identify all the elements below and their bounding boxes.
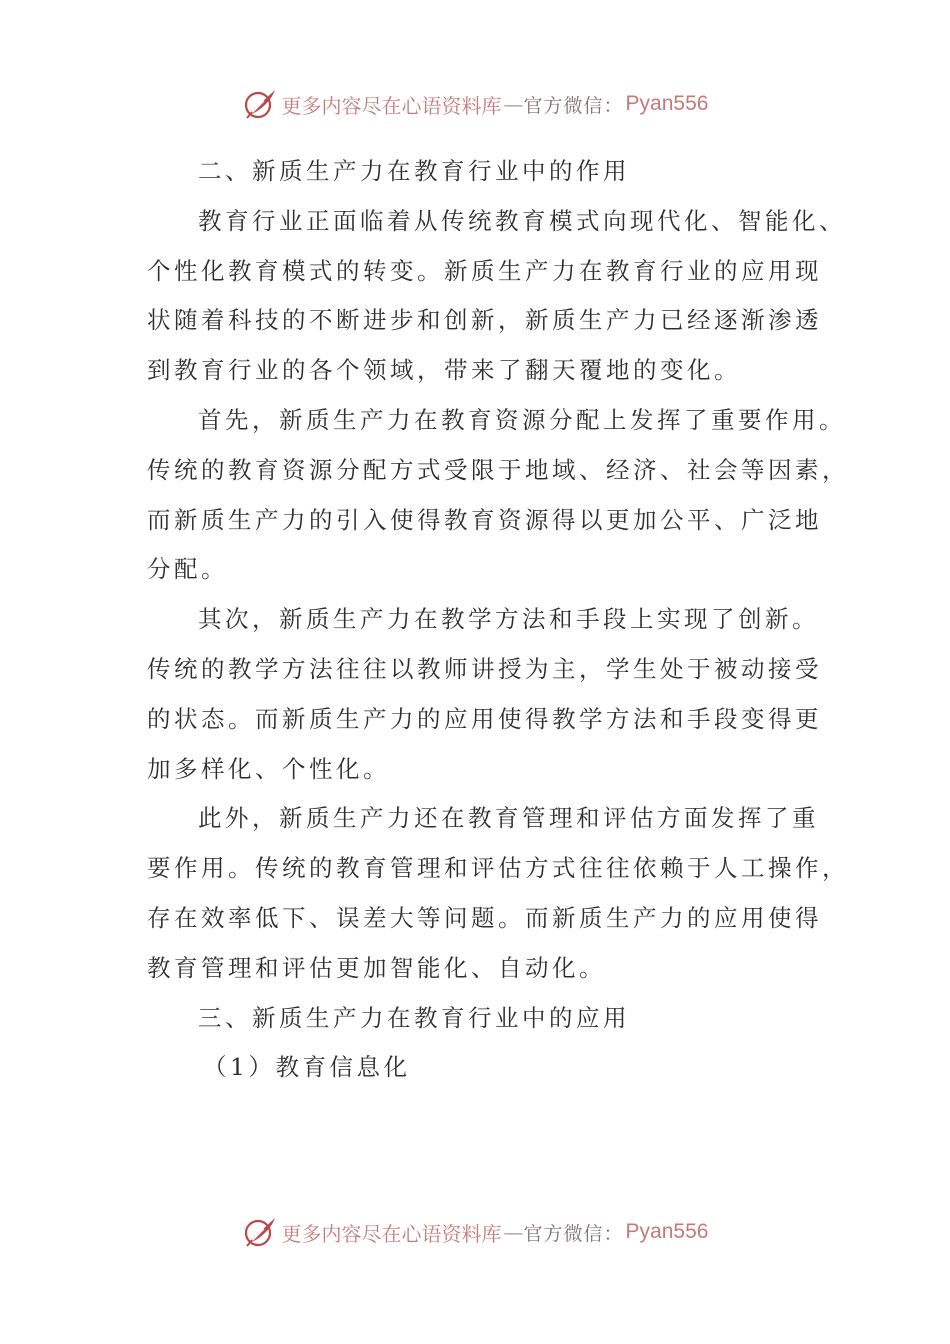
header-brand-text: 更多内容尽在心语资料库 [281, 93, 502, 118]
quill-logo-icon [242, 1214, 278, 1250]
paragraph-line: 分配。 [147, 555, 228, 584]
paragraph-line: 存在效率低下、误差大等问题。而新质生产力的应用使得 [147, 903, 822, 932]
footer-wechat-label: 官方微信： [523, 1222, 624, 1245]
footer-brand-text: 更多内容尽在心语资料库 [281, 1221, 502, 1246]
paragraph-line: 教育管理和评估更加智能化、自动化。 [147, 953, 606, 982]
header-wechat-label: 官方微信： [523, 94, 624, 117]
footer-separator: — [503, 1220, 522, 1244]
paragraph-line: 要作用。传统的教育管理和评估方式往往依赖于人工操作， [147, 854, 849, 883]
paragraph-line: 传统的教育资源分配方式受限于地域、经济、社会等因素， [147, 455, 849, 484]
paragraph-line: 的状态。而新质生产力的应用使得教学方法和手段变得更 [147, 704, 822, 733]
footer-watermark [0, 1212, 950, 1252]
section-heading: 三、新质生产力在教育行业中的应用 [198, 1003, 630, 1032]
header-wechat-id: Pyan556 [625, 92, 709, 115]
paragraph-line: 传统的教学方法往往以教师讲授为主，学生处于被动接受 [147, 654, 822, 683]
paragraph-line: 首先，新质生产力在教育资源分配上发挥了重要作用。 [198, 405, 846, 434]
section-heading: 二、新质生产力在教育行业中的作用 [198, 157, 630, 185]
header-separator: — [503, 92, 522, 116]
header-watermark [0, 84, 950, 124]
quill-logo-icon [242, 86, 278, 122]
footer-wechat-id: Pyan556 [625, 1220, 709, 1243]
paragraph-line: 其次，新质生产力在教学方法和手段上实现了创新。 [198, 605, 819, 634]
paragraph-line: 教育行业正面临着从传统教育模式向现代化、智能化、 [198, 206, 846, 235]
paragraph-line: 此外，新质生产力还在教育管理和评估方面发挥了重 [198, 804, 819, 833]
paragraph-line: 加多样化、个性化。 [147, 754, 390, 783]
paragraph-line: 个性化教育模式的转变。新质生产力在教育行业的应用现 [147, 256, 822, 285]
paragraph-line: 而新质生产力的引入使得教育资源得以更加公平、广泛地 [147, 505, 822, 534]
subsection-heading: （1）教育信息化 [203, 1053, 411, 1082]
document-body [147, 147, 849, 1093]
paragraph-line: 状随着科技的不断进步和创新，新质生产力已经逐渐渗透 [147, 306, 822, 335]
paragraph-line: 到教育行业的各个领域，带来了翻天覆地的变化。 [147, 356, 741, 385]
